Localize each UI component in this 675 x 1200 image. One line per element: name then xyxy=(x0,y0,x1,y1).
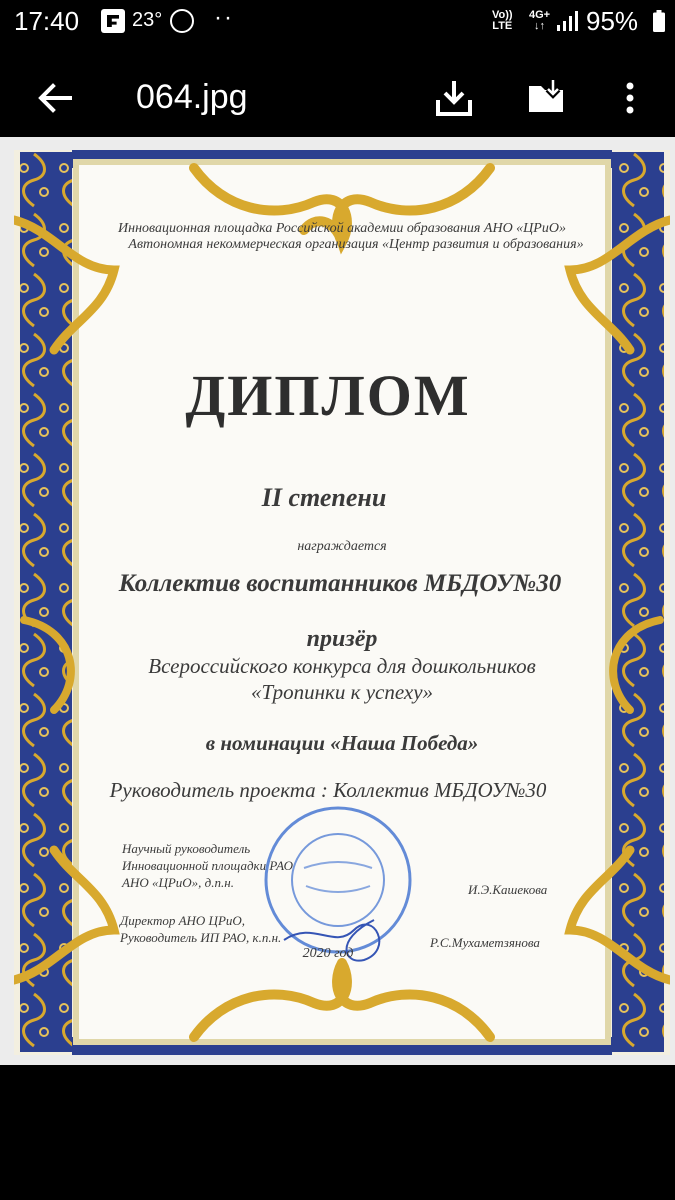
network-indicator xyxy=(529,10,550,32)
download-icon[interactable] xyxy=(434,78,474,118)
network-bottom: ↓↑ xyxy=(534,20,546,32)
volte-indicator xyxy=(492,10,513,32)
header-line-1: Инновационная площадка Российской академии образования АНО «ЦРиО» xyxy=(118,221,566,236)
header-line-2: Автономная некоммерческая организация «Центр развития и образования» xyxy=(128,237,584,252)
signature-block-1 xyxy=(122,840,293,891)
status-temperature: 23° xyxy=(132,9,163,31)
project-leader: Руководитель проекта : Коллектив МБДОУ№30 xyxy=(109,778,547,802)
diploma-degree: II степени xyxy=(261,483,387,512)
status-time: 17:40 xyxy=(14,6,80,36)
status-bar xyxy=(0,0,675,44)
file-title: 064.jpg xyxy=(136,78,248,116)
nomination: в номинации «Наша Победа» xyxy=(205,731,479,755)
sberbank-icon xyxy=(170,9,194,33)
arrow-back-icon[interactable] xyxy=(34,78,74,118)
signature-block-2 xyxy=(120,912,281,946)
signature1-name: И.Э.Кашекова xyxy=(468,882,548,897)
contest-line-2: «Тропинки к успеху» xyxy=(250,680,434,704)
volte-bottom: LTE xyxy=(492,20,513,32)
network-top: 4G+ xyxy=(529,9,551,21)
signal-icon xyxy=(556,10,578,32)
flipboard-icon xyxy=(101,9,125,33)
save-to-folder-icon[interactable] xyxy=(526,78,566,118)
signature1-line1: Научный руководитель xyxy=(122,841,251,856)
more-vert-icon[interactable] xyxy=(610,78,650,118)
image-viewer[interactable] xyxy=(0,137,675,1065)
recipient: Коллектив воспитанников МБДОУ№30 xyxy=(118,570,562,597)
diploma-image xyxy=(14,150,670,1055)
signature2-name: Р.С.Мухаметзянова xyxy=(430,935,540,950)
diploma-frame xyxy=(14,150,670,1055)
awarded-label: награждается xyxy=(297,539,387,554)
signature2-line1: Директор АНО ЦРиО, xyxy=(120,913,246,928)
signature1-line3: АНО «ЦРиО», д.п.н. xyxy=(122,875,234,890)
battery-percent: 95% xyxy=(586,6,639,36)
diploma-year: 2020 год xyxy=(302,946,354,961)
prize-label: призёр xyxy=(306,626,378,652)
notification-dots: ·· xyxy=(214,4,234,31)
volte-top: Vo)) xyxy=(492,9,513,21)
app-toolbar xyxy=(0,58,675,138)
contest-line-1: Всероссийского конкурса для дошкольников xyxy=(148,654,536,678)
signature1-line2: Инновационной площадки РАО xyxy=(122,858,293,873)
battery-icon xyxy=(653,10,665,32)
diploma-title: ДИПЛОМ xyxy=(185,363,471,428)
signature2-line2: Руководитель ИП РАО, к.п.н. xyxy=(120,930,282,945)
